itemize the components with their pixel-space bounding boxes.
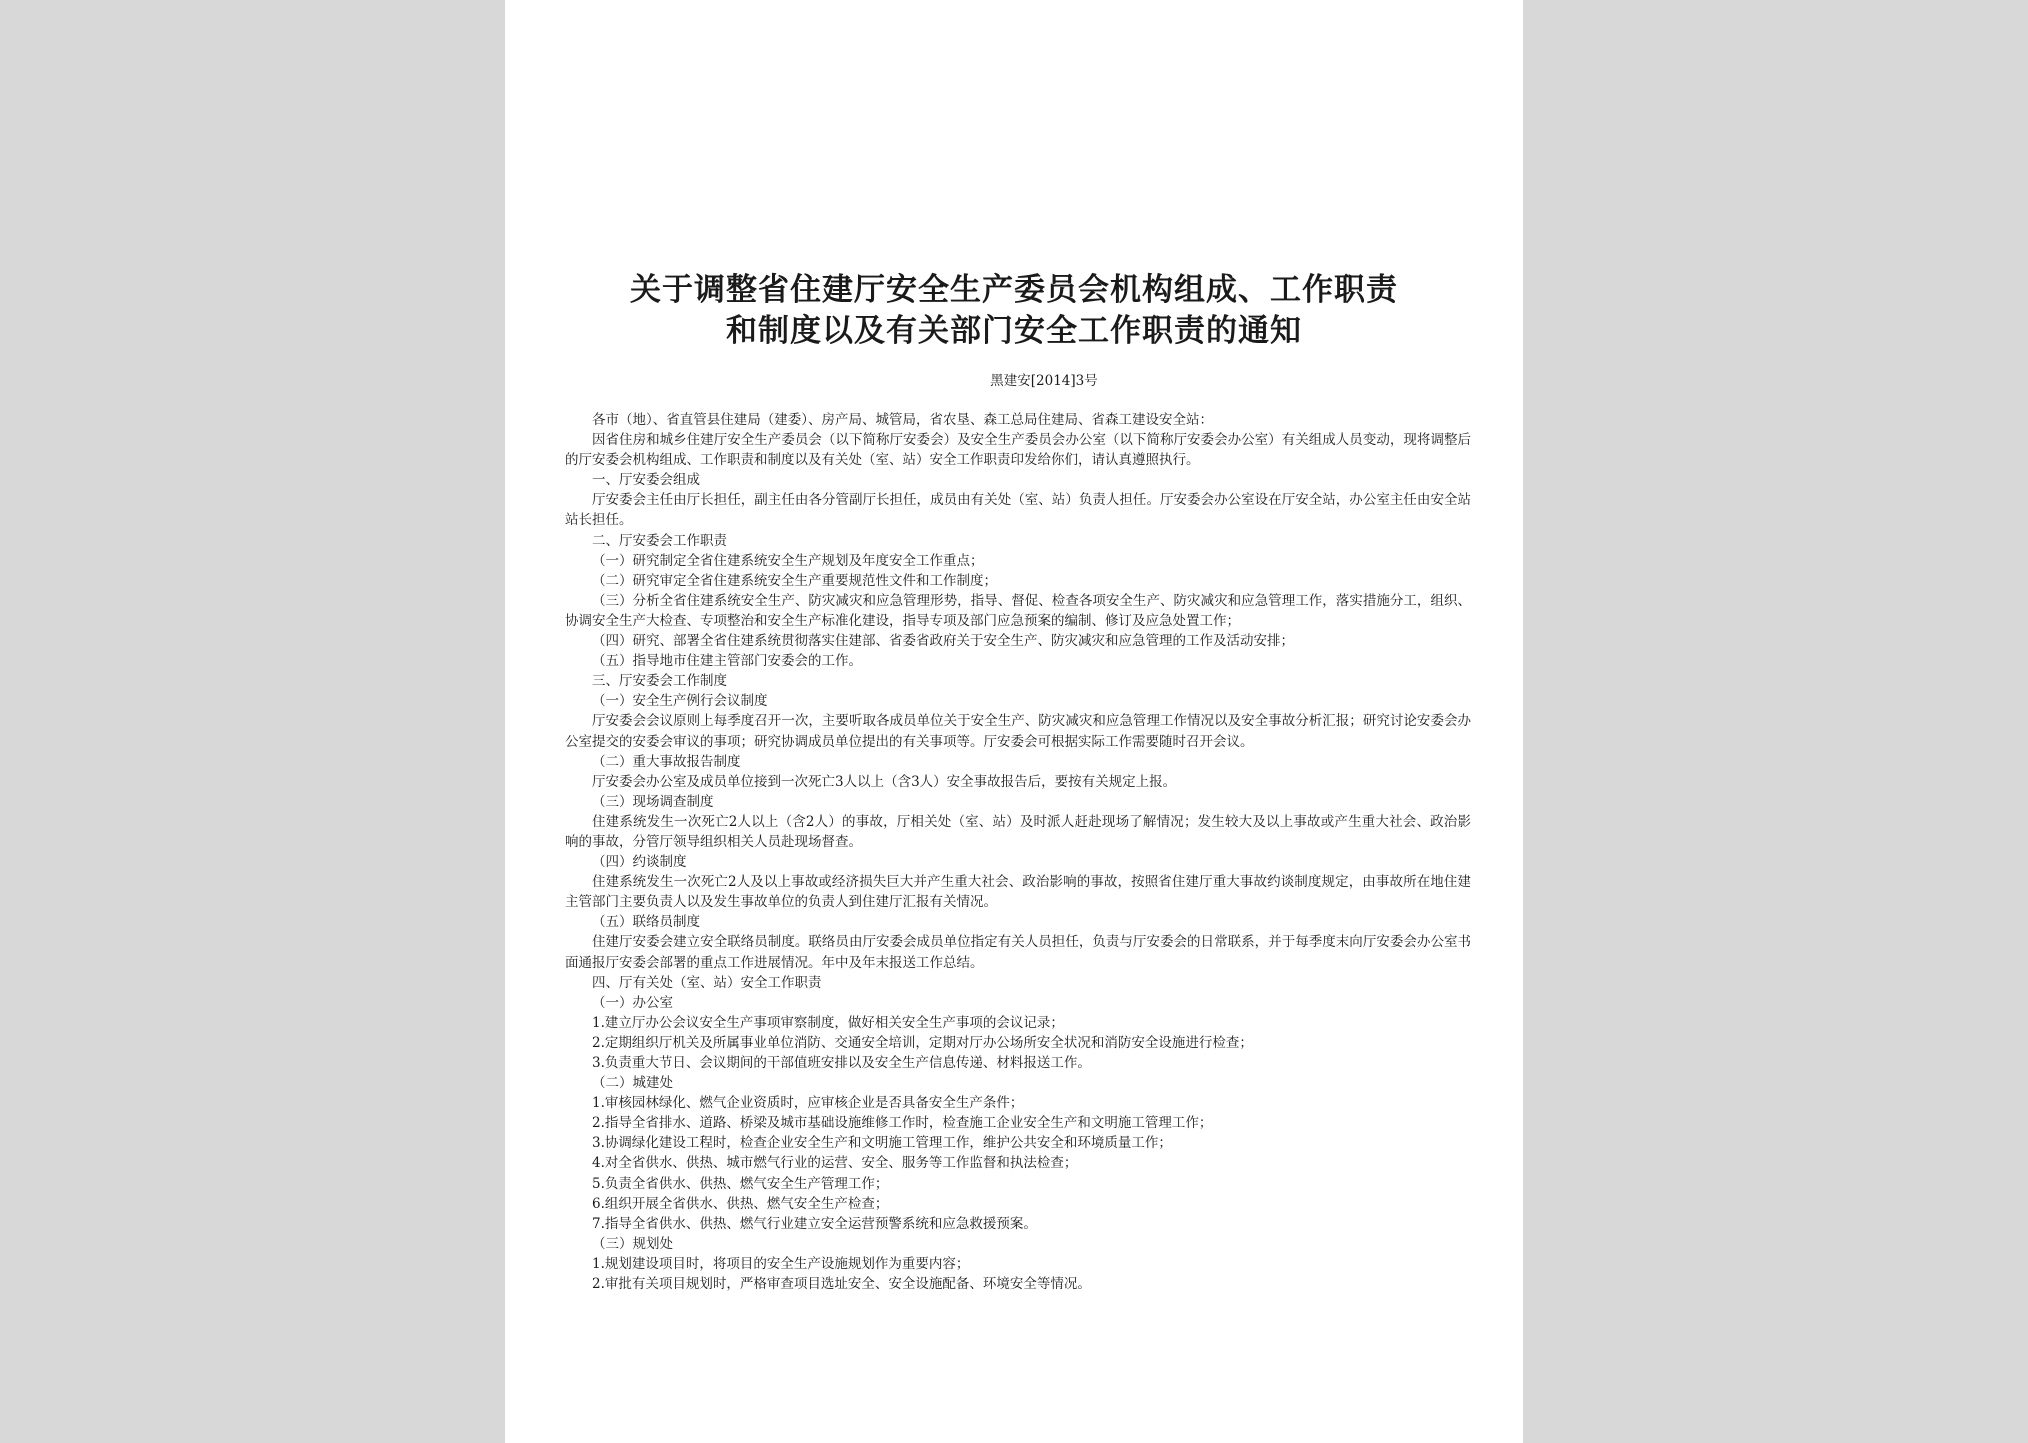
paragraph: （五）指导地市住建主管部门安委会的工作。	[592, 653, 862, 670]
paragraph: 2.审批有关项目规划时，严格审查项目选址安全、安全设施配备、环境安全等情况。	[592, 1276, 1091, 1293]
paragraph: （二）重大事故报告制度	[592, 753, 741, 770]
paragraph: 1.审核园林绿化、燃气企业资质时，应审核企业是否具备安全生产条件；	[592, 1095, 1024, 1112]
paragraph: 因省住房和城乡住建厅安全生产委员会（以下简称厅安委会）及安全生产委员会办公室（以下简称厅安委会办公室）有关组成人员变动，现将调整后的厅安委会机构组成、工作职责和制度以及有关处（室、站）安全工作职责印发给你们，请认真遵照执行。	[565, 432, 1471, 469]
paragraph: 住建系统发生一次死亡2人及以上事故或经济损失巨大并产生重大社会、政治影响的事故，按照省住建厅重大事故约谈制度规定，由事故所在地住建主管部门主要负责人以及发生事故单位的负责人到住建厅汇报有关情况。	[565, 874, 1471, 911]
paragraph: 住建厅安委会建立安全联络员制度。联络员由厅安委会成员单位指定有关人员担任，负责与厅安委会的日常联系，并于每季度末向厅安委会办公室书面通报厅安委会部署的重点工作进展情况。年中及年末报送工作总结。	[565, 934, 1471, 971]
paragraph: （四）研究、部署全省住建系统贯彻落实住建部、省委省政府关于安全生产、防灾减灾和应急管理的工作及活动安排；	[592, 633, 1294, 650]
paragraph: 1.建立厅办公会议安全生产事项审察制度，做好相关安全生产事项的会议记录；	[592, 1014, 1064, 1031]
paragraph: 三、厅安委会工作制度	[592, 673, 727, 690]
paragraph: （三）现场调查制度	[592, 793, 714, 810]
paragraph: 7.指导全省供水、供热、燃气行业建立安全运营预警系统和应急救援预案。	[592, 1215, 1037, 1232]
document-title	[505, 270, 1523, 352]
paragraph: 1.规划建设项目时，将项目的安全生产设施规划作为重要内容；	[592, 1255, 970, 1272]
paragraph: 四、厅有关处（室、站）安全工作职责	[592, 974, 822, 991]
paragraph: 2.定期组织厅机关及所属事业单位消防、交通安全培训，定期对厅办公场所安全状况和消防安全设施进行检查；	[592, 1034, 1253, 1051]
paragraph: （三）分析全省住建系统安全生产、防灾减灾和应急管理形势，指导、督促、检查各项安全生产、防灾减灾和应急管理工作，落实措施分工，组织、协调安全生产大检查、专项整治和安全生产标准化建设，指导专项及部门应急预案的编制、修订及应急处置工作；	[565, 592, 1471, 629]
paragraph: 各市（地）、省直管县住建局（建委）、房产局、城管局，省农垦、森工总局住建局、省森工建设安全站：	[592, 412, 1213, 428]
paragraph: 住建系统发生一次死亡2人以上（含2人）的事故，厅相关处（室、站）及时派人赶赴现场了解情况；发生较大及以上事故或产生重大社会、政治影响的事故，分管厅领导组织相关人员赴现场督查。	[565, 813, 1471, 850]
paragraph: （二）研究审定全省住建系统安全生产重要规范性文件和工作制度；	[592, 572, 997, 589]
paragraph: （一）研究制定全省住建系统安全生产规划及年度安全工作重点；	[592, 552, 984, 569]
paragraph: 6.组织开展全省供水、供热、燃气安全生产检查；	[592, 1195, 889, 1212]
title-line-2: 和制度以及有关部门安全工作职责的通知	[726, 313, 1302, 349]
document-body	[565, 410, 1471, 1294]
paragraph: 二、厅安委会工作职责	[592, 532, 727, 549]
paragraph: 3.负责重大节日、会议期间的干部值班安排以及安全生产信息传递、材料报送工作。	[592, 1055, 1091, 1071]
document-number: 黑建安[2014]3号	[990, 373, 1098, 389]
paragraph: 厅安委会主任由厅长担任，副主任由各分管副厅长担任，成员由有关处（室、站）负责人担任。厅安委会办公室设在厅安全站，办公室主任由安全站站长担任。	[565, 492, 1471, 529]
paragraph: 一、厅安委会组成	[592, 472, 700, 489]
paragraph: 厅安委会会议原则上每季度召开一次，主要听取各成员单位关于安全生产、防灾减灾和应急管理工作情况以及安全事故分析汇报；研究讨论安委会办公室提交的安委会审议的事项；研究协调成员单位提出的有关事项等。厅安委会可根据实际工作需要随时召开会议。	[565, 713, 1471, 750]
paragraph: 厅安委会办公室及成员单位接到一次死亡3人以上（含3人）安全事故报告后，要按有关规定上报。	[592, 773, 1177, 790]
paragraph: 5.负责全省供水、供热、燃气安全生产管理工作；	[592, 1175, 889, 1192]
paragraph: （二）城建处	[592, 1075, 673, 1092]
paragraph: 3.协调绿化建设工程时，检查企业安全生产和文明施工管理工作，维护公共安全和环境质量工作；	[592, 1135, 1172, 1152]
paragraph: （一）办公室	[592, 994, 673, 1011]
paragraph: 2.指导全省排水、道路、桥梁及城市基础设施维修工作时，检查施工企业安全生产和文明施工管理工作；	[592, 1115, 1213, 1132]
paragraph: （三）规划处	[592, 1235, 673, 1252]
paragraph: （一）安全生产例行会议制度	[592, 693, 768, 710]
document-page	[505, 0, 1523, 1443]
paragraph: （五）联络员制度	[592, 914, 700, 931]
paragraph: （四）约谈制度	[592, 854, 687, 871]
title-line-1: 关于调整省住建厅安全生产委员会机构组成、工作职责	[630, 272, 1398, 308]
paragraph: 4.对全省供水、供热、城市燃气行业的运营、安全、服务等工作监督和执法检查；	[592, 1155, 1078, 1172]
